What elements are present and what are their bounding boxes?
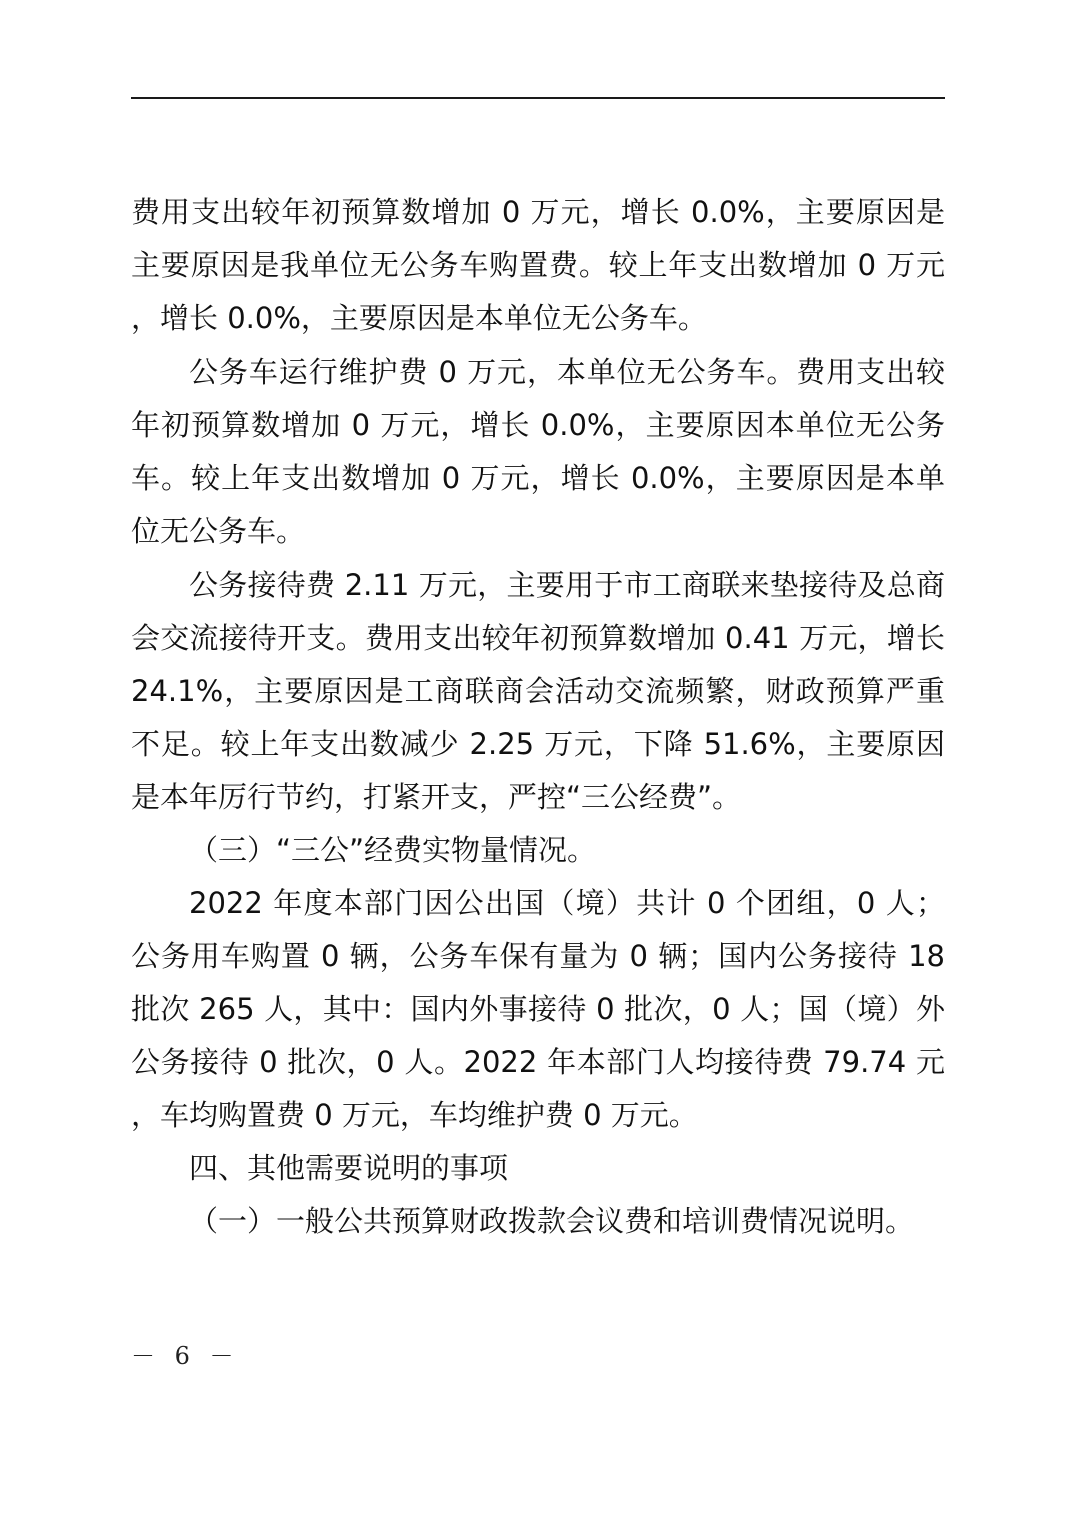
section-heading-physical-quantity: （三）“三公”经费实物量情况。 — [189, 833, 597, 867]
paragraph-vehicle-maintenance: 公务车运行维护费 0 万元，本单位无公务车。费用支出较年初预算数增加 0 万元，增长 0.0%，主要原因本单位无公务车。较上年支出数增加 0 万元，增长 0.0%，主要原因是本单位无公务车。 — [131, 355, 945, 548]
section-heading-meeting-training: （一）一般公共预算财政拨款会议费和培训费情况说明。 — [189, 1204, 915, 1238]
header-rule — [131, 97, 945, 99]
paragraph-reception-fee: 公务接待费 2.11 万元，主要用于市工商联来垫接待及总商会交流接待开支。费用支出较年初预算数增加 0.41 万元，增长 24.1%，主要原因是工商联商会活动交流频繁，财政预算严重不足。较上年支出数减少 2.25 万元，下降 51.6%，主要原因是本年厉行节约，打紧开支，严控“三公经费”。 — [131, 568, 945, 814]
paragraph-physical-quantity: 2022 年度本部门因公出国（境）共计 0 个团组，0 人；公务用车购置 0 辆，公务车保有量为 0 辆；国内公务接待 18 批次 265 人，其中：国内外事接待 0 批次，0 人；国（境）外公务接待 0 批次，0 人。2022 年本部门人均接待费 79.74 元，车均购置费 0 万元，车均维护费 0 万元。 — [131, 886, 945, 1132]
paragraph-vehicle-purchase-cont: 费用支出较年初预算数增加 0 万元，增长 0.0%，主要原因是主要原因是我单位无公务车购置费。较上年支出数增加 0 万元，增长 0.0%，主要原因是本单位无公务车。 — [131, 195, 945, 335]
page-number: － 6 － — [131, 1342, 240, 1370]
section-heading-other-matters: 四、其他需要说明的事项 — [189, 1151, 509, 1185]
